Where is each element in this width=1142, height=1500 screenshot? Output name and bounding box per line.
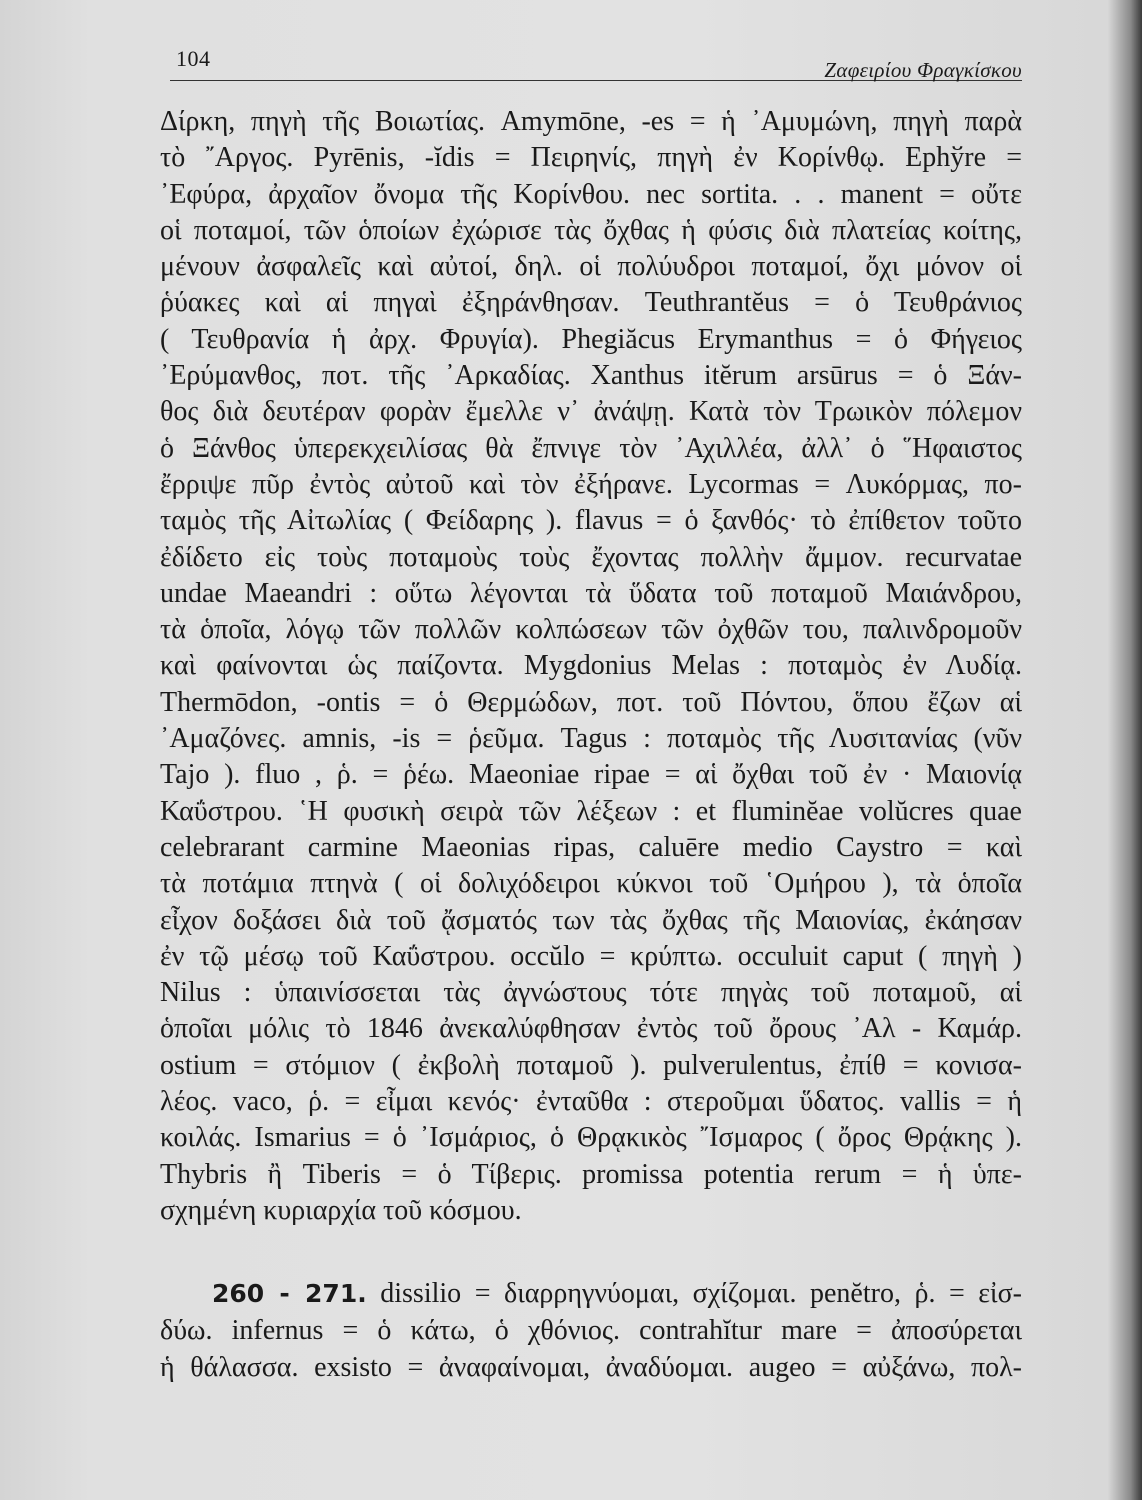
text-line: ᾿Εφύρα, ἀρχαῖον ὄνομα τῆς Κορίνθου. nec sortita. . . manent = οὔτε bbox=[160, 178, 1022, 210]
section-first-line bbox=[160, 1275, 1022, 1312]
page-number: 104 bbox=[176, 46, 211, 71]
text-line: θος διὰ δευτέραν φορὰν ἔμελλε ν᾿ ἀνάψῃ. Κατὰ τὸν Τρωικὸν πόλεμον bbox=[160, 396, 1022, 428]
running-title: Ζαφειρίου Φραγκίσκου bbox=[824, 58, 1022, 82]
section-260-271 bbox=[160, 1275, 1022, 1386]
text-line: μένουν ἀσφαλεῖς καὶ αὐτοί, δηλ. οἱ πολύυδροι ποταμοί, ὄχι μόνον οἱ bbox=[160, 251, 1022, 283]
text-line: τὰ ποτάμια πτηνὰ ( οἱ δολιχόδειροι κύκνοι τοῦ ῾Ομήρου ), τὰ ὁποῖα bbox=[160, 868, 1022, 900]
text-line: τὰ ὁποῖα, λόγῳ τῶν πολλῶν κολπώσεων τῶν ὀχθῶν του, παλινδρομοῦν bbox=[160, 614, 1022, 646]
text-line: Thermōdon, -ontis = ὁ Θερμώδων, ποτ. τοῦ Πόντου, ὅπου ἔζων αἱ bbox=[160, 686, 1022, 718]
text-line: τὸ ῎Αργος. Pyrēnis, -ĭdis = Πειρηνίς, πηγὴ ἐν Κορίνθῳ. Ephўre = bbox=[160, 142, 1022, 174]
section-gap bbox=[160, 1229, 1022, 1275]
text-line: Tajo ). fluo , ῥ. = ῥέω. Maeoniae ripae = αἱ ὄχθαι τοῦ ἐν · Μαιονίᾳ bbox=[160, 759, 1022, 791]
text-line: λέος. vaco, ῥ. = εἶμαι κενός· ἐνταῦθα : στεροῦμαι ὕδατος. vallis = ἡ bbox=[160, 1086, 1022, 1118]
text-line: κοιλάς. Ismarius = ὁ ᾿Ισμάριος, ὁ Θρᾳκικὸς ῎Ισμαρος ( ὄρος Θρᾴκης ). bbox=[160, 1122, 1022, 1154]
text-line: Δίρκη, πηγὴ τῆς Βοιωτίας. Amymōne, -es = ἡ ᾿Αμυμώνη, πηγὴ παρὰ bbox=[160, 106, 1022, 137]
text-line: σχημένη κυριαρχία τοῦ κόσμου. bbox=[160, 1194, 522, 1226]
commentary-paragraph bbox=[160, 104, 1022, 1229]
text-line: ταμὸς τῆς Αἰτωλίας ( Φείδαρης ). flavus = ὁ ξανθός· τὸ ἐπίθετον τοῦτο bbox=[160, 505, 1022, 537]
section-first-line-text: dissilio = διαρρηγνύομαι, σχίζομαι. penĕtro, ῥ. = εἰσ- bbox=[380, 1278, 1022, 1310]
text-line: undae Maeandri : οὕτω λέγονται τὰ ὕδατα τοῦ ποταμοῦ Μαιάνδρου, bbox=[160, 577, 1022, 609]
text-line: ( Τευθρανία ἡ ἀρχ. Φρυγία). Phegiăcus Erymanthus = ὁ Φήγειος bbox=[160, 323, 1022, 355]
text-line: celebrarant carmine Maeonias ripas, caluēre medio Caystro = καὶ bbox=[160, 831, 1022, 863]
text-line: Καΰστρου. ῾Η φυσικὴ σειρὰ τῶν λέξεων : et fluminĕae volŭcres quae bbox=[160, 795, 1022, 827]
text-line: ὁ Ξάνθος ὑπερεκχειλίσας θὰ ἔπνιγε τὸν ᾿Αχιλλέα, ἀλλ᾿ ὁ ῞Ηφαιστος bbox=[160, 432, 1022, 464]
text-line: δύω. infernus = ὁ κάτω, ὁ χθόνιος. contrahĭtur mare = ἀποσύρεται bbox=[160, 1315, 1022, 1347]
text-line: ἔρριψε πῦρ ἐντὸς αὐτοῦ καὶ τὸν ἐξήρανε. Lycormas = Λυκόρμας, πο- bbox=[160, 468, 1022, 500]
text-line: εἶχον δοξάσει διὰ τοῦ ᾄσματός των τὰς ὄχθας τῆς Μαιονίας, ἐκάησαν bbox=[160, 904, 1022, 936]
text-line: ἐν τῷ μέσῳ τοῦ Καΰστρου. occŭlo = κρύπτω. occuluit caput ( πηγὴ ) bbox=[160, 940, 1022, 972]
text-line: ὁποῖαι μόλις τὸ 1846 ἀνεκαλύφθησαν ἐντὸς τοῦ ὄρους ᾿Αλ - Καμάρ. bbox=[160, 1013, 1022, 1045]
text-line: ἡ θάλασσα. exsisto = ἀναφαίνομαι, ἀναδύομαι. augeo = αὐξάνω, πολ- bbox=[160, 1352, 1022, 1384]
text-line: οἱ ποταμοί, τῶν ὁποίων ἐχώρισε τὰς ὄχθας ἡ φύσις διὰ πλατείας κοίτης, bbox=[160, 214, 1022, 246]
text-line: ῥύακες καὶ αἱ πηγαὶ ἐξηράνθησαν. Teuthrantĕus = ὁ Τευθράνιος bbox=[160, 287, 1022, 319]
commentary-body bbox=[160, 104, 1022, 1386]
text-line: ᾿Αμαζόνες. amnis, -is = ῥεῦμα. Tagus : ποταμὸς τῆς Λυσιτανίας (νῦν bbox=[160, 723, 1022, 755]
text-line: ostium = στόμιον ( ἐκβολὴ ποταμοῦ ). pulverulentus, ἐπίθ = κονισα- bbox=[160, 1049, 1022, 1081]
text-line: καὶ φαίνονται ὡς παίζοντα. Mygdonius Melas : ποταμὸς ἐν Λυδίᾳ. bbox=[160, 650, 1022, 682]
running-header bbox=[170, 46, 1022, 81]
section-number: 260 - 271. bbox=[212, 1279, 367, 1309]
text-line: ᾿Ερύμανθος, ποτ. τῆς ᾿Αρκαδίας. Xanthus itĕrum arsūrus = ὁ Ξάν- bbox=[160, 360, 1022, 392]
text-line: ἐδίδετο εἰς τοὺς ποταμοὺς τοὺς ἔχοντας πολλὴν ἄμμον. recurvatae bbox=[160, 541, 1022, 573]
text-line: Nilus : ὑπαινίσσεται τὰς ἀγνώστους τότε πηγὰς τοῦ ποταμοῦ, αἱ bbox=[160, 977, 1022, 1009]
text-line: Thybris ἢ Tiberis = ὁ Τίβερις. promissa potentia rerum = ἡ ὑπε- bbox=[160, 1158, 1022, 1190]
